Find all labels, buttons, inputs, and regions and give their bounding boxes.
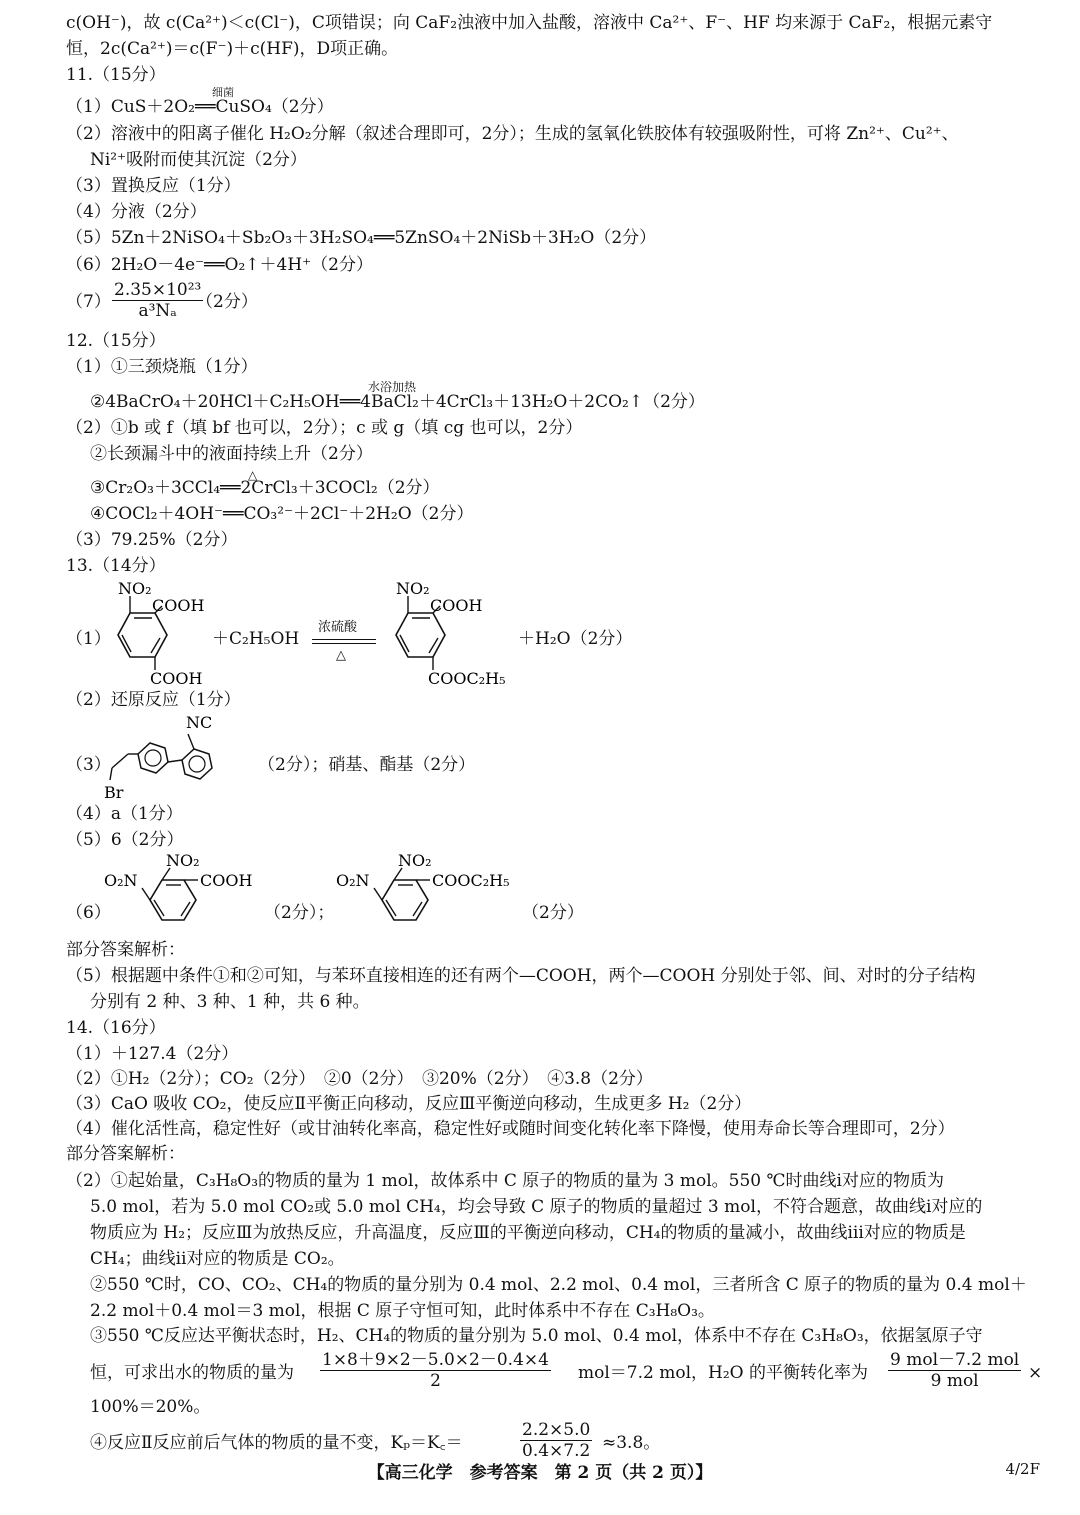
substituent-label: NO₂ bbox=[398, 851, 432, 870]
structure-bromomethyl-biphenyl-nitrile bbox=[100, 710, 260, 810]
text-line: ②4BaCrO₄＋20HCl＋C₂H₅OH══4BaCl₂＋4CrCl₃＋13H₂O＋2CO₂↑（2分） bbox=[90, 392, 705, 412]
text-line: （3）置换反应（1分） bbox=[66, 176, 241, 196]
question-heading: 12.（15分） bbox=[66, 331, 166, 351]
text-line: （5）根据题中条件①和②可知，与苯环直接相连的还有两个—COOH，两个—COOH 分别处于邻、间、对时的分子结构 bbox=[66, 966, 976, 986]
text-line: （2分） bbox=[196, 292, 258, 312]
structure-dinitro-benzoate-ester bbox=[336, 850, 526, 930]
text-line: ③Cr₂O₃＋3CCl₄══2CrCl₃＋3COCl₂（2分） bbox=[90, 478, 440, 498]
reaction-condition: 水浴加热 bbox=[368, 380, 417, 394]
substituent-label: NC bbox=[186, 713, 213, 732]
fraction-numerator: 1×8＋9×2－5.0×2－0.4×4 bbox=[322, 1350, 549, 1370]
text-line: ③550 ℃反应达平衡状态时，H₂、CH₄的物质的量分别为 5.0 mol、0.4 mol，体系中不存在 C₃H₈O₃，依据氢原子守 bbox=[90, 1326, 983, 1346]
reaction-condition: 浓硫酸 bbox=[318, 620, 358, 635]
question-heading: 11.（15分） bbox=[66, 65, 166, 85]
text-line: 部分答案解析： bbox=[66, 1144, 185, 1164]
page-footer-title: 【高三化学 参考答案 第 2 页（共 2 页）】 bbox=[367, 1463, 713, 1483]
substituent-label: COOH bbox=[150, 669, 203, 688]
substituent-label: O₂N bbox=[336, 871, 370, 890]
fraction bbox=[112, 280, 203, 321]
text-line: （2）溶液中的阳离子催化 H₂O₂分解（叙述合理即可，2分）；生成的氢氧化铁胶体有较强吸附性，可将 Zn²⁺、Cu²⁺、 bbox=[66, 124, 959, 144]
text-line: CH₄；曲线ⅱ对应的物质是 CO₂。 bbox=[90, 1249, 345, 1269]
fraction bbox=[320, 1350, 551, 1391]
text-line: 分别有 2 种、3 种、1 种，共 6 种。 bbox=[90, 992, 370, 1012]
text-line: 恒，2c(Ca²⁺)＝c(F⁻)＋c(HF)，D项正确。 bbox=[66, 39, 399, 59]
text-line: ④反应Ⅱ反应前后气体的物质的量不变，Kₚ＝K꜀＝ bbox=[90, 1433, 463, 1453]
structure-dinitro-benzoic-acid bbox=[104, 850, 264, 930]
structure-nitrophthalic-acid bbox=[100, 578, 220, 688]
text-line: mol＝7.2 mol，H₂O 的平衡转化率为 bbox=[578, 1363, 869, 1383]
reversible-arrow bbox=[312, 639, 376, 640]
text-line: （5）5Zn＋2NiSO₄＋Sb₂O₃＋3H₂SO₄══5ZnSO₄＋2NiSb＋3H₂O（2分） bbox=[66, 228, 657, 248]
text-line: （3）CaO 吸收 CO₂，使反应Ⅱ平衡正向移动，反应Ⅲ平衡逆向移动，生成更多 H₂（2分） bbox=[66, 1094, 752, 1114]
text-line: 100%＝20%。 bbox=[90, 1397, 211, 1417]
text-line: （2）①H₂（2分）；CO₂（2分） ②0（2分） ③20%（2分） ④3.8（2分） bbox=[66, 1069, 653, 1089]
substituent-label: COOC₂H₅ bbox=[428, 669, 506, 688]
substituent-label: NO₂ bbox=[118, 579, 152, 598]
text-line: （6） bbox=[66, 903, 111, 923]
text-line: × bbox=[1028, 1363, 1043, 1383]
fraction-numerator: 2.35×10²³ bbox=[114, 280, 202, 300]
substituent-label: O₂N bbox=[104, 871, 138, 890]
text-line: （2分）； bbox=[264, 903, 335, 923]
question-heading: 13.（14分） bbox=[66, 556, 166, 576]
text-line: （2）还原反应（1分） bbox=[66, 690, 241, 710]
text-line: （7） bbox=[66, 292, 111, 312]
text-line: （2分）；硝基、酯基（2分） bbox=[258, 755, 476, 775]
fraction-numerator: 9 mol－7.2 mol bbox=[890, 1350, 1020, 1370]
substituent-label: NO₂ bbox=[396, 579, 430, 598]
page-code: 4/2F bbox=[1005, 1460, 1040, 1478]
text-line: （1）①三颈烧瓶（1分） bbox=[66, 357, 258, 377]
text-line: （4）催化活性高，稳定性好（或甘油转化率高，稳定性好或随时间变化转化率下降慢，使用寿命长等合理即可，2分） bbox=[66, 1119, 955, 1139]
text-line: （1）＋127.4（2分） bbox=[66, 1044, 239, 1064]
substituent-label: COOC₂H₅ bbox=[432, 871, 510, 890]
substituent-label: COOH bbox=[200, 871, 253, 890]
text-line: （2）①起始量，C₃H₈O₃的物质的量为 1 mol，故体系中 C 原子的物质的量为 3 mol。550 ℃时曲线ⅰ对应的物质为 bbox=[66, 1171, 944, 1191]
fraction-denominator: 9 mol bbox=[930, 1371, 979, 1391]
text-line: （6）2H₂O－4e⁻══O₂↑＋4H⁺（2分） bbox=[66, 255, 373, 275]
substituent-label: Br bbox=[104, 783, 124, 802]
reversible-arrow bbox=[312, 643, 376, 644]
text-line: （4）a（1分） bbox=[66, 804, 183, 824]
text-line: 物质应为 H₂；反应Ⅲ为放热反应，升高温度，反应Ⅲ的平衡逆向移动，CH₄的物质的量减小，故曲线ⅲ对应的物质是 bbox=[90, 1223, 966, 1243]
text-line: （4）分液（2分） bbox=[66, 202, 207, 222]
text-line: （2分） bbox=[522, 903, 584, 923]
text-line: （5）6（2分） bbox=[66, 830, 184, 850]
text-line: 恒，可求出水的物质的量为 bbox=[90, 1363, 294, 1383]
text-line: 2.2 mol＋0.4 mol＝3 mol，根据 C 原子守恒可知，此时体系中不存在 C₃H₈O₃。 bbox=[90, 1301, 715, 1321]
text-line: Ni²⁺吸附而使其沉淀（2分） bbox=[90, 150, 307, 170]
fraction-denominator: 2 bbox=[430, 1371, 441, 1391]
text-line: （1） bbox=[66, 629, 111, 649]
text-line: ④COCl₂＋4OH⁻══CO₃²⁻＋2Cl⁻＋2H₂O（2分） bbox=[90, 504, 474, 524]
text-line: c(OH⁻)，故 c(Ca²⁺)＜c(Cl⁻)，C项错误；向 CaF₂浊液中加入盐酸，溶液中 Ca²⁺、F⁻、HF 均来源于 CaF₂，根据元素守 bbox=[66, 13, 993, 33]
substituent-label: COOH bbox=[430, 596, 483, 615]
substituent-label: NO₂ bbox=[166, 851, 200, 870]
text-line: （1）CuS＋2O₂══CuSO₄（2分） bbox=[66, 97, 334, 117]
text-line: ②550 ℃时，CO、CO₂、CH₄的物质的量分别为 0.4 mol、2.2 mol、0.4 mol，三者所含 C 原子的物质的量为 0.4 mol＋ bbox=[90, 1275, 1027, 1295]
fraction bbox=[888, 1350, 1021, 1391]
substituent-label: COOH bbox=[152, 596, 205, 615]
question-heading: 14.（16分） bbox=[66, 1018, 166, 1038]
text-line: （2）①b 或 f（填 bf 也可以，2分）；c 或 g（填 cg 也可以，2分） bbox=[66, 418, 583, 438]
structure-nitro-ester-acid bbox=[378, 578, 518, 688]
reaction-condition: △ bbox=[248, 468, 258, 482]
reaction-condition: 细菌 bbox=[212, 86, 234, 99]
text-line: （3）79.25%（2分） bbox=[66, 530, 238, 550]
reaction-condition: △ bbox=[336, 648, 346, 663]
text-line: （3） bbox=[66, 755, 111, 775]
text-line: ≈3.8。 bbox=[602, 1433, 661, 1453]
fraction-numerator: 2.2×5.0 bbox=[522, 1420, 591, 1440]
fraction bbox=[520, 1420, 592, 1461]
text-line: ＋H₂O（2分） bbox=[518, 629, 633, 649]
fraction-denominator: 0.4×7.2 bbox=[522, 1441, 591, 1461]
text-line: ②长颈漏斗中的液面持续上升（2分） bbox=[90, 444, 373, 464]
text-line: 5.0 mol，若为 5.0 mol CO₂或 5.0 mol CH₄，均会导致 C 原子的物质的量超过 3 mol，不符合题意，故曲线ⅰ对应的 bbox=[90, 1197, 983, 1217]
fraction-denominator: a³Nₐ bbox=[138, 301, 177, 321]
text-line: ＋C₂H₅OH bbox=[212, 629, 300, 649]
text-line: 部分答案解析： bbox=[66, 940, 185, 960]
